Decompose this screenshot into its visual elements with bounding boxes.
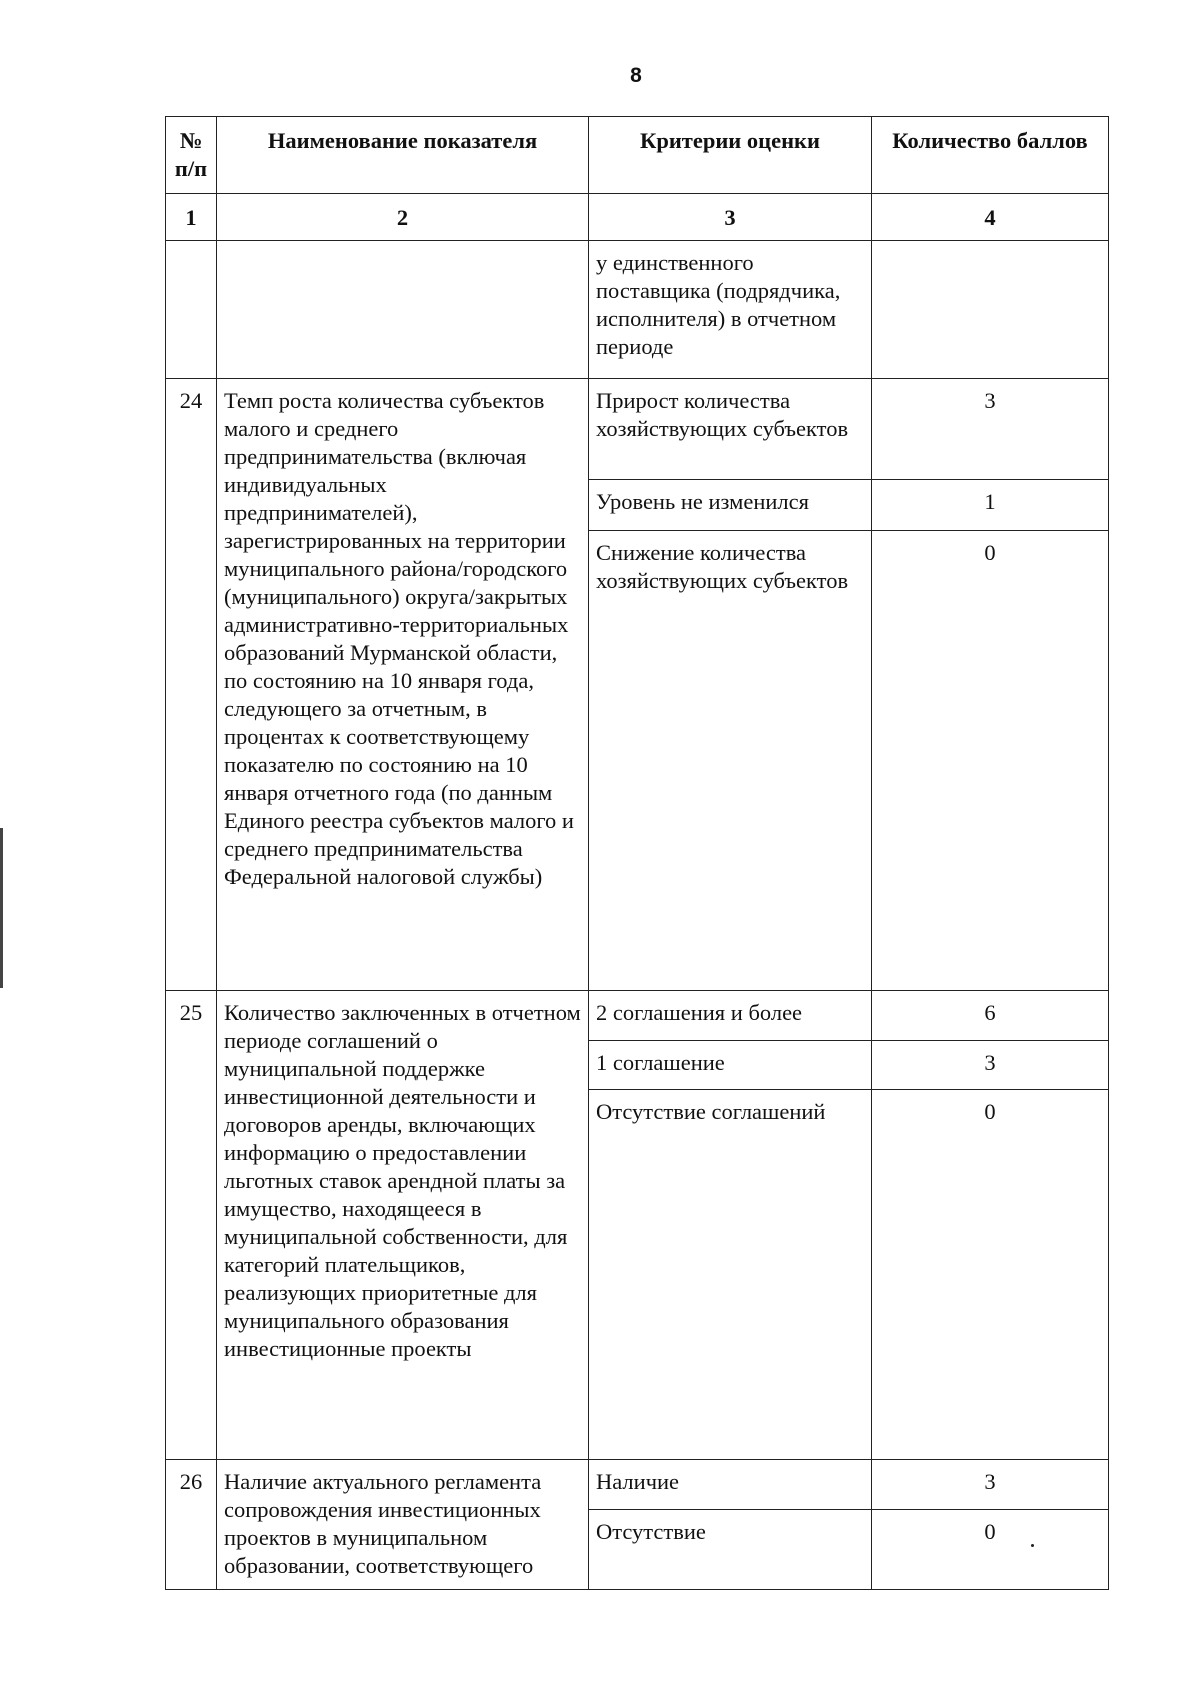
indicator-name-cell (217, 241, 589, 379)
indicator-name-cell: Наличие актуального регламента сопровождения инвестиционных проектов в муниципальном образовании, соответствующего (217, 1460, 589, 1590)
row-number-cell: 24 (166, 379, 217, 991)
criteria-cell: Прирост количества хозяйствующих субъектов (589, 379, 872, 480)
header-row (166, 117, 1109, 194)
criteria-cell: Отсутствие (589, 1510, 872, 1590)
score-cell: 6 (872, 991, 1109, 1041)
column-number: 1 (166, 194, 217, 241)
score-cell: 3 (872, 1460, 1109, 1510)
criteria-cell: Отсутствие соглашений (589, 1090, 872, 1460)
criteria-cell: Снижение количества хозяйствующих субъектов (589, 531, 872, 991)
row-number-cell: 26 (166, 1460, 217, 1590)
scan-edge-mark (0, 828, 3, 988)
criteria-cell: 1 соглашение (589, 1041, 872, 1090)
score-cell: 0 (872, 531, 1109, 991)
column-number: 2 (217, 194, 589, 241)
score-cell (872, 241, 1109, 379)
score-cell: 3 (872, 1041, 1109, 1090)
score-cell: 0 (872, 1090, 1109, 1460)
column-number: 4 (872, 194, 1109, 241)
criteria-cell: Наличие (589, 1460, 872, 1510)
table-row (166, 241, 1109, 379)
column-number-row (166, 194, 1109, 241)
page-number: 8 (630, 64, 642, 87)
scan-dot (1031, 1544, 1034, 1547)
indicator-name-cell: Темп роста количества субъектов малого и среднего предпринимательства (включая индивидуальных предпринимателей), зарегистрированных на территории муниципального района/городского (муниципального) округа/закрытых административно-территориальных образований Мурманской области, по состоянию на 10 января года, следующего за отчетным, в процентах к соответствующему показателю по состоянию на 10 января отчетного года (по данным Единого реестра субъектов малого и среднего предпринимательства Федеральной налоговой службы) (217, 379, 589, 991)
table-row (166, 1460, 1109, 1510)
header-score: Количество баллов (872, 117, 1109, 194)
criteria-cell: 2 соглашения и более (589, 991, 872, 1041)
score-cell: 3 (872, 379, 1109, 480)
score-cell: 1 (872, 480, 1109, 531)
row-number-cell (166, 241, 217, 379)
table-row (166, 991, 1109, 1041)
header-name: Наименование показателя (217, 117, 589, 194)
header-criteria: Критерии оценки (589, 117, 872, 194)
score-cell: 0 (872, 1510, 1109, 1590)
column-number: 3 (589, 194, 872, 241)
criteria-cell: Уровень не изменился (589, 480, 872, 531)
table-row (166, 379, 1109, 480)
indicator-name-cell: Количество заключенных в отчетном периоде соглашений о муниципальной поддержке инвестиционной деятельности и договоров аренды, включающих информацию о предоставлении льготных ставок арендной платы за имущество, находящееся в муниципальной собственности, для категорий плательщиков, реализующих приоритетные для муниципального образования инвестиционные проекты (217, 991, 589, 1460)
criteria-cell: у единственного поставщика (подрядчика, исполнителя) в отчетном периоде (589, 241, 872, 379)
row-number-cell: 25 (166, 991, 217, 1460)
evaluation-table (165, 116, 1109, 1590)
header-num: № п/п (166, 117, 217, 194)
